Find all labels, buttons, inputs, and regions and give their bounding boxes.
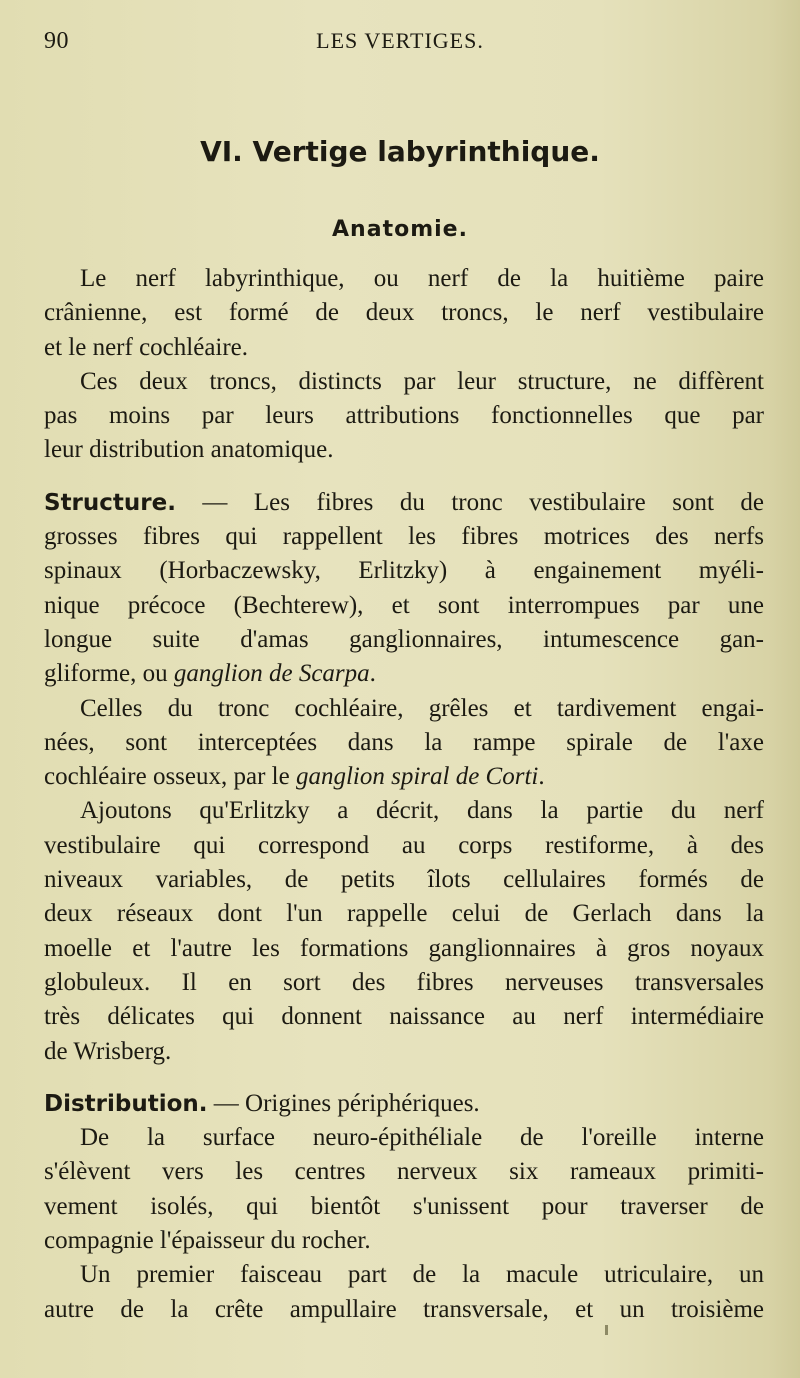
page-number: 90 — [44, 28, 69, 54]
text-line: moelle et l'autre les formations ganglionnaires à gros noyaux — [44, 934, 764, 962]
text-line: de Wrisberg. — [44, 1037, 172, 1065]
text-line: Ajoutons qu'Erlitzky a décrit, dans la partie du nerf — [80, 797, 764, 825]
distribution-heading: Distribution. — [44, 1090, 208, 1117]
text-line: pas moins par leurs attributions fonctionnelles que par — [44, 402, 764, 430]
running-head — [0, 28, 800, 60]
italic-term: ganglion spiral de Corti — [295, 763, 539, 791]
print-mark — [605, 1325, 608, 1335]
subsection-title: Anatomie. — [332, 217, 468, 242]
text-line: cochléaire osseux, par le ganglion spiral de Corti. — [44, 763, 545, 791]
text-line: globuleux. Il en sort des fibres nerveuses transversales — [44, 968, 764, 996]
text-line: De la surface neuro-épithéliale de l'oreille interne — [80, 1124, 764, 1152]
text-line: crânienne, est formé de deux troncs, le nerf vestibulaire — [44, 299, 764, 327]
italic-term: ganglion de Scarpa — [173, 660, 370, 688]
text-line: Distribution. — Origines périphériques. — [44, 1089, 480, 1117]
text-line: gliforme, ou ganglion de Scarpa. — [44, 660, 376, 688]
body-text — [44, 262, 764, 1327]
text-line: vement isolés, qui bientôt s'unissent pour traverser de — [44, 1192, 764, 1220]
text-line: Structure. — Les fibres du tronc vestibulaire sont de — [44, 488, 764, 516]
text-line: spinaux (Horbaczewsky, Erlitzky) à engainement myéli- — [44, 557, 764, 585]
text-line: Le nerf labyrinthique, ou nerf de la huitième paire — [80, 265, 764, 292]
text-line: nique précoce (Bechterew), et sont interrompues par une — [44, 591, 764, 619]
text-line: très délicates qui donnent naissance au nerf intermédiaire — [44, 1003, 764, 1031]
section-title: VI. Vertige labyrinthique. — [200, 135, 600, 168]
text-line: longue suite d'amas ganglionnaires, intumescence gan- — [44, 625, 764, 653]
text-line: Un premier faisceau part de la macule utriculaire, un — [80, 1261, 764, 1289]
text-line: et le nerf cochléaire. — [44, 333, 249, 361]
text-line: vestibulaire qui correspond au corps restiforme, à des — [44, 831, 764, 859]
structure-heading: Structure. — [44, 489, 176, 516]
text-line: Celles du tronc cochléaire, grêles et tardivement engai- — [80, 694, 764, 722]
text-line: nées, sont interceptées dans la rampe spirale de l'axe — [44, 728, 764, 756]
text-line: grosses fibres qui rappellent les fibres motrices des nerfs — [44, 523, 764, 551]
running-title: LES VERTIGES. — [316, 28, 484, 53]
text-line: autre de la crête ampullaire transversale, et un troisième — [44, 1295, 764, 1323]
text-line: niveaux variables, de petits îlots cellulaires formés de — [44, 866, 764, 894]
text-line: compagnie l'épaisseur du rocher. — [44, 1227, 371, 1255]
text-line: Ces deux troncs, distincts par leur structure, ne diffèrent — [80, 367, 764, 395]
text-line: deux réseaux dont l'un rappelle celui de Gerlach dans la — [44, 900, 764, 928]
text-line: s'élèvent vers les centres nerveux six rameaux primiti- — [44, 1158, 764, 1186]
text-line: leur distribution anatomique. — [44, 436, 334, 464]
